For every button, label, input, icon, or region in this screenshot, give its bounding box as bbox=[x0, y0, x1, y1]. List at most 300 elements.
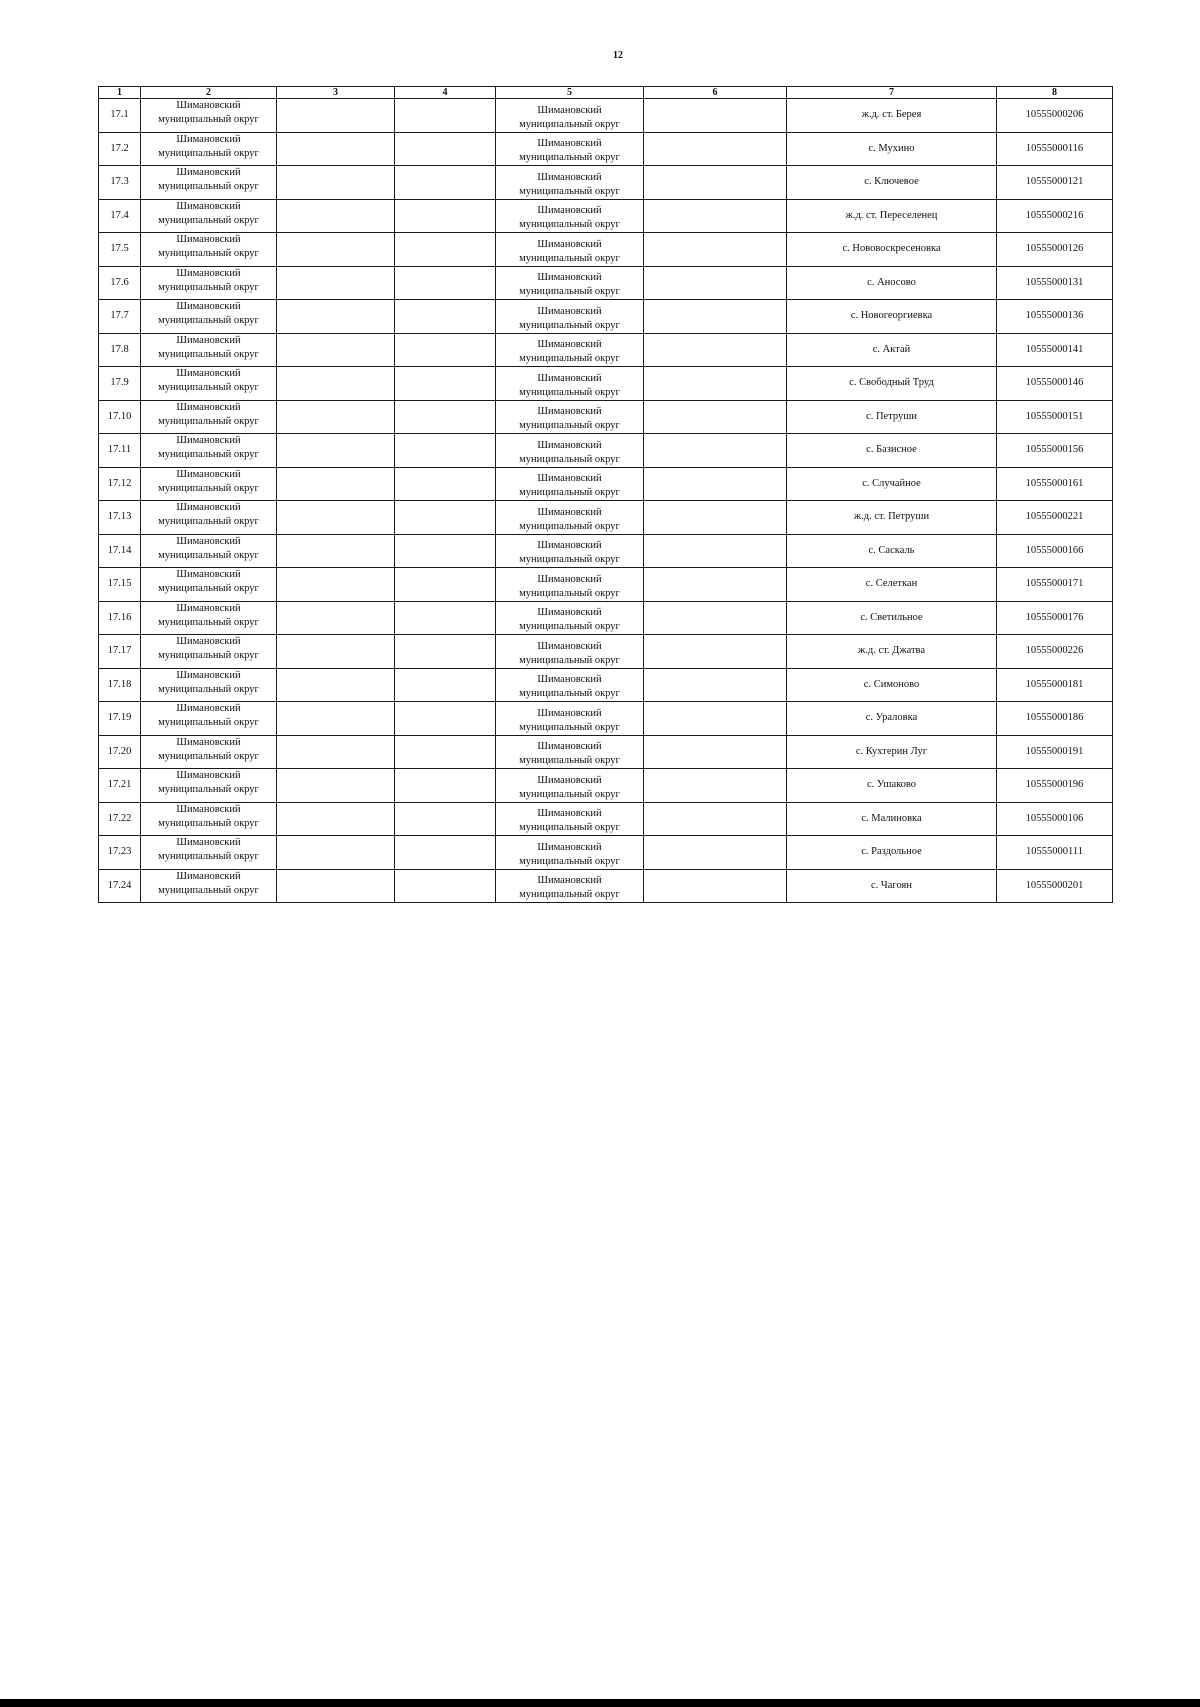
district-type-line: муниципальный округ bbox=[519, 822, 620, 833]
header-col-3: 3 bbox=[277, 87, 395, 99]
locality-cell: с. Случайное bbox=[787, 467, 997, 501]
col3-cell bbox=[277, 266, 395, 300]
row-number: 17.3 bbox=[99, 166, 141, 200]
district-name-line: Шимановский bbox=[176, 736, 241, 748]
col4-cell bbox=[395, 836, 496, 870]
district-name-line: Шимановский bbox=[537, 104, 602, 116]
oktmo-code-cell: 10555000111 bbox=[997, 836, 1113, 870]
row-number: 17.17 bbox=[99, 635, 141, 669]
settlements-table bbox=[98, 86, 1113, 903]
district-type-line: муниципальный округ bbox=[158, 549, 259, 561]
district-type-line: муниципальный округ bbox=[519, 855, 620, 867]
col3-cell bbox=[277, 467, 395, 501]
municipal-district-cell bbox=[496, 635, 644, 669]
col6-cell bbox=[644, 333, 787, 367]
col4-cell bbox=[395, 735, 496, 769]
row-number: 17.10 bbox=[99, 400, 141, 434]
col4-cell bbox=[395, 601, 496, 635]
table-row bbox=[99, 132, 1113, 166]
district-cell bbox=[141, 534, 277, 568]
locality-cell: ж.д. ст. Петруши bbox=[787, 501, 997, 535]
col4-cell bbox=[395, 333, 496, 367]
col3-cell bbox=[277, 836, 395, 870]
district-name-line: Шимановский bbox=[537, 406, 602, 417]
district-name-line: Шимановский bbox=[537, 573, 602, 585]
district-type-line: муниципальный округ bbox=[519, 386, 620, 398]
col6-cell bbox=[644, 869, 787, 903]
col3-cell bbox=[277, 668, 395, 702]
district-type-line: муниципальный округ bbox=[158, 482, 259, 494]
row-number: 17.4 bbox=[99, 199, 141, 233]
col4-cell bbox=[395, 501, 496, 535]
col4-cell bbox=[395, 802, 496, 836]
locality-cell: с. Селеткан bbox=[787, 568, 997, 602]
locality-cell: с. Петруши bbox=[787, 400, 997, 434]
table-row bbox=[99, 367, 1113, 401]
district-name-line: Шимановский bbox=[176, 267, 241, 279]
district-name-line: Шимановский bbox=[537, 674, 602, 685]
col3-cell bbox=[277, 333, 395, 367]
col3-cell bbox=[277, 434, 395, 468]
table-row bbox=[99, 534, 1113, 568]
district-name-line: Шимановский bbox=[537, 774, 602, 786]
district-type-line: муниципальный округ bbox=[519, 118, 620, 130]
municipal-district-cell bbox=[496, 333, 644, 367]
municipal-district-cell bbox=[496, 769, 644, 803]
col3-cell bbox=[277, 501, 395, 535]
col6-cell bbox=[644, 534, 787, 568]
district-name-line: Шимановский bbox=[537, 473, 602, 484]
district-type-line: муниципальный округ bbox=[519, 755, 620, 766]
municipal-district-cell bbox=[496, 166, 644, 200]
district-type-line: муниципальный округ bbox=[158, 114, 259, 125]
col4-cell bbox=[395, 635, 496, 669]
oktmo-code-cell: 10555000226 bbox=[997, 635, 1113, 669]
oktmo-code-cell: 10555000151 bbox=[997, 400, 1113, 434]
col3-cell bbox=[277, 534, 395, 568]
locality-cell: с. Чагоян bbox=[787, 869, 997, 903]
oktmo-code-cell: 10555000176 bbox=[997, 601, 1113, 635]
municipal-district-cell bbox=[496, 802, 644, 836]
district-type-line: муниципальный округ bbox=[519, 453, 620, 465]
locality-cell: с. Новогеоргиевка bbox=[787, 300, 997, 334]
municipal-district-cell bbox=[496, 99, 644, 133]
col4-cell bbox=[395, 534, 496, 568]
table-row bbox=[99, 869, 1113, 903]
col4-cell bbox=[395, 300, 496, 334]
oktmo-code-cell: 10555000136 bbox=[997, 300, 1113, 334]
col6-cell bbox=[644, 166, 787, 200]
col4-cell bbox=[395, 233, 496, 267]
district-name-line: Шимановский bbox=[176, 803, 241, 815]
oktmo-code-cell: 10555000191 bbox=[997, 735, 1113, 769]
col3-cell bbox=[277, 199, 395, 233]
row-number: 17.6 bbox=[99, 266, 141, 300]
header-col-7: 7 bbox=[787, 87, 997, 99]
locality-cell: с. Мухино bbox=[787, 132, 997, 166]
locality-cell: с. Раздольное bbox=[787, 836, 997, 870]
table-row bbox=[99, 735, 1113, 769]
table-body bbox=[99, 99, 1113, 903]
district-cell bbox=[141, 400, 277, 434]
municipal-district-cell bbox=[496, 501, 644, 535]
municipal-district-cell bbox=[496, 601, 644, 635]
table-row bbox=[99, 668, 1113, 702]
municipal-district-cell bbox=[496, 199, 644, 233]
district-name-line: Шимановский bbox=[176, 669, 241, 681]
col4-cell bbox=[395, 869, 496, 903]
district-type-line: муниципальный округ bbox=[519, 420, 620, 431]
district-name-line: Шимановский bbox=[176, 401, 241, 413]
header-row bbox=[99, 87, 1113, 99]
locality-cell: с. Актай bbox=[787, 333, 997, 367]
oktmo-code-cell: 10555000181 bbox=[997, 668, 1113, 702]
district-type-line: муниципальный округ bbox=[158, 348, 259, 360]
row-number: 17.23 bbox=[99, 836, 141, 870]
oktmo-code-cell: 10555000116 bbox=[997, 132, 1113, 166]
table-row bbox=[99, 434, 1113, 468]
district-name-line: Шимановский bbox=[537, 305, 602, 317]
col6-cell bbox=[644, 568, 787, 602]
table-row bbox=[99, 501, 1113, 535]
col4-cell bbox=[395, 668, 496, 702]
district-name-line: Шимановский bbox=[176, 870, 241, 882]
municipal-district-cell bbox=[496, 668, 644, 702]
row-number: 17.15 bbox=[99, 568, 141, 602]
district-name-line: Шимановский bbox=[176, 535, 241, 547]
col6-cell bbox=[644, 434, 787, 468]
col3-cell bbox=[277, 601, 395, 635]
table-row bbox=[99, 166, 1113, 200]
district-type-line: муниципальный округ bbox=[519, 319, 620, 331]
district-type-line: муниципальный округ bbox=[158, 415, 259, 427]
table-row bbox=[99, 266, 1113, 300]
district-type-line: муниципальный округ bbox=[519, 721, 620, 733]
municipal-district-cell bbox=[496, 266, 644, 300]
header-col-4: 4 bbox=[395, 87, 496, 99]
district-type-line: муниципальный округ bbox=[519, 621, 620, 632]
oktmo-code-cell: 10555000216 bbox=[997, 199, 1113, 233]
col6-cell bbox=[644, 400, 787, 434]
oktmo-code-cell: 10555000221 bbox=[997, 501, 1113, 535]
row-number: 17.22 bbox=[99, 802, 141, 836]
col3-cell bbox=[277, 769, 395, 803]
district-type-line: муниципальный округ bbox=[158, 683, 259, 695]
district-type-line: муниципальный округ bbox=[158, 851, 259, 862]
col6-cell bbox=[644, 467, 787, 501]
district-name-line: Шимановский bbox=[176, 100, 241, 111]
header-col-2: 2 bbox=[141, 87, 277, 99]
row-number: 17.19 bbox=[99, 702, 141, 736]
oktmo-code-cell: 10555000121 bbox=[997, 166, 1113, 200]
district-type-line: муниципальный округ bbox=[158, 817, 259, 829]
district-cell bbox=[141, 434, 277, 468]
district-type-line: муниципальный округ bbox=[158, 583, 259, 594]
municipal-district-cell bbox=[496, 367, 644, 401]
district-name-line: Шимановский bbox=[537, 875, 602, 886]
col3-cell bbox=[277, 367, 395, 401]
district-type-line: муниципальный округ bbox=[158, 281, 259, 293]
row-number: 17.7 bbox=[99, 300, 141, 334]
col6-cell bbox=[644, 266, 787, 300]
col6-cell bbox=[644, 601, 787, 635]
district-cell bbox=[141, 769, 277, 803]
col4-cell bbox=[395, 132, 496, 166]
row-number: 17.2 bbox=[99, 132, 141, 166]
district-cell bbox=[141, 333, 277, 367]
col6-cell bbox=[644, 702, 787, 736]
col4-cell bbox=[395, 467, 496, 501]
oktmo-code-cell: 10555000206 bbox=[997, 99, 1113, 133]
locality-cell: с. Ураловка bbox=[787, 702, 997, 736]
oktmo-code-cell: 10555000126 bbox=[997, 233, 1113, 267]
col6-cell bbox=[644, 501, 787, 535]
municipal-district-cell bbox=[496, 568, 644, 602]
header-col-5: 5 bbox=[496, 87, 644, 99]
locality-cell: с. Свободный Труд bbox=[787, 367, 997, 401]
district-cell bbox=[141, 99, 277, 133]
locality-cell: ж.д. ст. Берея bbox=[787, 99, 997, 133]
district-cell bbox=[141, 635, 277, 669]
municipal-district-cell bbox=[496, 132, 644, 166]
district-cell bbox=[141, 367, 277, 401]
col4-cell bbox=[395, 400, 496, 434]
district-name-line: Шимановский bbox=[537, 607, 602, 618]
col3-cell bbox=[277, 735, 395, 769]
district-type-line: муниципальный округ bbox=[158, 248, 259, 259]
oktmo-code-cell: 10555000141 bbox=[997, 333, 1113, 367]
table-row bbox=[99, 702, 1113, 736]
district-name-line: Шимановский bbox=[176, 468, 241, 480]
row-number: 17.1 bbox=[99, 99, 141, 133]
col4-cell bbox=[395, 434, 496, 468]
col6-cell bbox=[644, 802, 787, 836]
col3-cell bbox=[277, 568, 395, 602]
locality-cell: с. Саскаль bbox=[787, 534, 997, 568]
table-row bbox=[99, 400, 1113, 434]
district-cell bbox=[141, 166, 277, 200]
district-cell bbox=[141, 702, 277, 736]
header-col-8: 8 bbox=[997, 87, 1113, 99]
district-type-line: муниципальный округ bbox=[158, 717, 259, 728]
district-type-line: муниципальный округ bbox=[519, 889, 620, 900]
municipal-district-cell bbox=[496, 836, 644, 870]
district-cell bbox=[141, 501, 277, 535]
locality-cell: с. Кухтерин Луг bbox=[787, 735, 997, 769]
district-cell bbox=[141, 836, 277, 870]
district-type-line: муниципальный округ bbox=[519, 219, 620, 230]
row-number: 17.20 bbox=[99, 735, 141, 769]
row-number: 17.12 bbox=[99, 467, 141, 501]
district-type-line: муниципальный округ bbox=[158, 750, 259, 762]
district-name-line: Шимановский bbox=[176, 435, 241, 446]
district-name-line: Шимановский bbox=[176, 770, 241, 781]
col4-cell bbox=[395, 166, 496, 200]
locality-cell: с. Нововоскресеновка bbox=[787, 233, 997, 267]
col4-cell bbox=[395, 199, 496, 233]
oktmo-code-cell: 10555000171 bbox=[997, 568, 1113, 602]
col3-cell bbox=[277, 400, 395, 434]
table-row bbox=[99, 300, 1113, 334]
table-row bbox=[99, 836, 1113, 870]
district-type-line: муниципальный округ bbox=[519, 353, 620, 364]
row-number: 17.14 bbox=[99, 534, 141, 568]
table-row bbox=[99, 467, 1113, 501]
district-type-line: муниципальный округ bbox=[158, 147, 259, 159]
col6-cell bbox=[644, 836, 787, 870]
district-name-line: Шимановский bbox=[537, 272, 602, 283]
col3-cell bbox=[277, 132, 395, 166]
district-name-line: Шимановский bbox=[176, 200, 241, 212]
district-cell bbox=[141, 802, 277, 836]
district-name-line: Шимановский bbox=[176, 837, 241, 848]
district-cell bbox=[141, 266, 277, 300]
district-type-line: муниципальный округ bbox=[158, 616, 259, 628]
oktmo-code-cell: 10555000201 bbox=[997, 869, 1113, 903]
col3-cell bbox=[277, 635, 395, 669]
oktmo-code-cell: 10555000146 bbox=[997, 367, 1113, 401]
col4-cell bbox=[395, 266, 496, 300]
district-cell bbox=[141, 300, 277, 334]
district-type-line: муниципальный округ bbox=[519, 554, 620, 565]
table-row bbox=[99, 233, 1113, 267]
district-type-line: муниципальный округ bbox=[158, 784, 259, 795]
row-number: 17.13 bbox=[99, 501, 141, 535]
locality-cell: с. Базисное bbox=[787, 434, 997, 468]
table-row bbox=[99, 601, 1113, 635]
district-name-line: Шимановский bbox=[176, 133, 241, 145]
municipal-district-cell bbox=[496, 400, 644, 434]
oktmo-code-cell: 10555000106 bbox=[997, 802, 1113, 836]
district-name-line: Шимановский bbox=[537, 841, 602, 853]
col6-cell bbox=[644, 132, 787, 166]
locality-cell: с. Ключевое bbox=[787, 166, 997, 200]
municipal-district-cell bbox=[496, 735, 644, 769]
district-name-line: Шимановский bbox=[176, 334, 241, 346]
district-cell bbox=[141, 568, 277, 602]
col4-cell bbox=[395, 702, 496, 736]
row-number: 17.8 bbox=[99, 333, 141, 367]
district-type-line: муниципальный округ bbox=[158, 884, 259, 896]
header-col-6: 6 bbox=[644, 87, 787, 99]
col3-cell bbox=[277, 702, 395, 736]
district-type-line: муниципальный округ bbox=[519, 587, 620, 599]
locality-cell: с. Ушаково bbox=[787, 769, 997, 803]
table-row bbox=[99, 802, 1113, 836]
district-name-line: Шимановский bbox=[176, 636, 241, 647]
row-number: 17.24 bbox=[99, 869, 141, 903]
district-cell bbox=[141, 132, 277, 166]
col6-cell bbox=[644, 99, 787, 133]
district-name-line: Шимановский bbox=[537, 506, 602, 518]
district-cell bbox=[141, 601, 277, 635]
municipal-district-cell bbox=[496, 300, 644, 334]
locality-cell: ж.д. ст. Джатва bbox=[787, 635, 997, 669]
district-name-line: Шимановский bbox=[537, 439, 602, 451]
district-name-line: Шимановский bbox=[537, 138, 602, 149]
table-row bbox=[99, 568, 1113, 602]
oktmo-code-cell: 10555000161 bbox=[997, 467, 1113, 501]
district-name-line: Шимановский bbox=[176, 167, 241, 178]
district-cell bbox=[141, 869, 277, 903]
col3-cell bbox=[277, 99, 395, 133]
col6-cell bbox=[644, 635, 787, 669]
district-name-line: Шимановский bbox=[537, 640, 602, 652]
municipal-district-cell bbox=[496, 702, 644, 736]
district-type-line: муниципальный округ bbox=[158, 315, 259, 326]
district-type-line: муниципальный округ bbox=[519, 252, 620, 264]
scan-edge bbox=[0, 1699, 1200, 1707]
col4-cell bbox=[395, 367, 496, 401]
district-type-line: муниципальный округ bbox=[158, 449, 259, 460]
locality-cell: с. Аносово bbox=[787, 266, 997, 300]
district-name-line: Шимановский bbox=[537, 808, 602, 819]
district-type-line: муниципальный округ bbox=[519, 688, 620, 699]
col3-cell bbox=[277, 300, 395, 334]
municipal-district-cell bbox=[496, 233, 644, 267]
district-name-line: Шимановский bbox=[176, 703, 241, 714]
district-name-line: Шимановский bbox=[537, 372, 602, 384]
municipal-district-cell bbox=[496, 869, 644, 903]
district-name-line: Шимановский bbox=[537, 707, 602, 719]
district-name-line: Шимановский bbox=[537, 339, 602, 350]
locality-cell: с. Симоново bbox=[787, 668, 997, 702]
district-name-line: Шимановский bbox=[176, 368, 241, 379]
district-cell bbox=[141, 735, 277, 769]
oktmo-code-cell: 10555000166 bbox=[997, 534, 1113, 568]
col6-cell bbox=[644, 233, 787, 267]
table-row bbox=[99, 99, 1113, 133]
district-name-line: Шимановский bbox=[176, 301, 241, 312]
district-type-line: муниципальный округ bbox=[519, 286, 620, 297]
district-cell bbox=[141, 668, 277, 702]
district-type-line: муниципальный округ bbox=[519, 185, 620, 197]
district-cell bbox=[141, 233, 277, 267]
municipal-district-cell bbox=[496, 534, 644, 568]
row-number: 17.16 bbox=[99, 601, 141, 635]
district-name-line: Шимановский bbox=[537, 205, 602, 216]
district-name-line: Шимановский bbox=[537, 741, 602, 752]
row-number: 17.9 bbox=[99, 367, 141, 401]
col6-cell bbox=[644, 199, 787, 233]
locality-cell: с. Малиновка bbox=[787, 802, 997, 836]
district-type-line: муниципальный округ bbox=[158, 382, 259, 393]
locality-cell: ж.д. ст. Переселенец bbox=[787, 199, 997, 233]
table-row bbox=[99, 333, 1113, 367]
district-type-line: муниципальный округ bbox=[519, 788, 620, 800]
district-name-line: Шимановский bbox=[537, 540, 602, 551]
col6-cell bbox=[644, 769, 787, 803]
district-name-line: Шимановский bbox=[537, 238, 602, 250]
municipal-district-cell bbox=[496, 434, 644, 468]
district-name-line: Шимановский bbox=[176, 502, 241, 513]
col3-cell bbox=[277, 802, 395, 836]
row-number: 17.21 bbox=[99, 769, 141, 803]
district-type-line: муниципальный округ bbox=[158, 214, 259, 226]
district-name-line: Шимановский bbox=[176, 602, 241, 614]
oktmo-code-cell: 10555000186 bbox=[997, 702, 1113, 736]
table-row bbox=[99, 199, 1113, 233]
col3-cell bbox=[277, 869, 395, 903]
oktmo-code-cell: 10555000196 bbox=[997, 769, 1113, 803]
district-type-line: муниципальный округ bbox=[519, 654, 620, 666]
district-cell bbox=[141, 467, 277, 501]
page-number: 12 bbox=[613, 50, 623, 61]
district-name-line: Шимановский bbox=[176, 234, 241, 245]
col4-cell bbox=[395, 99, 496, 133]
district-type-line: муниципальный округ bbox=[158, 516, 259, 527]
district-cell bbox=[141, 199, 277, 233]
